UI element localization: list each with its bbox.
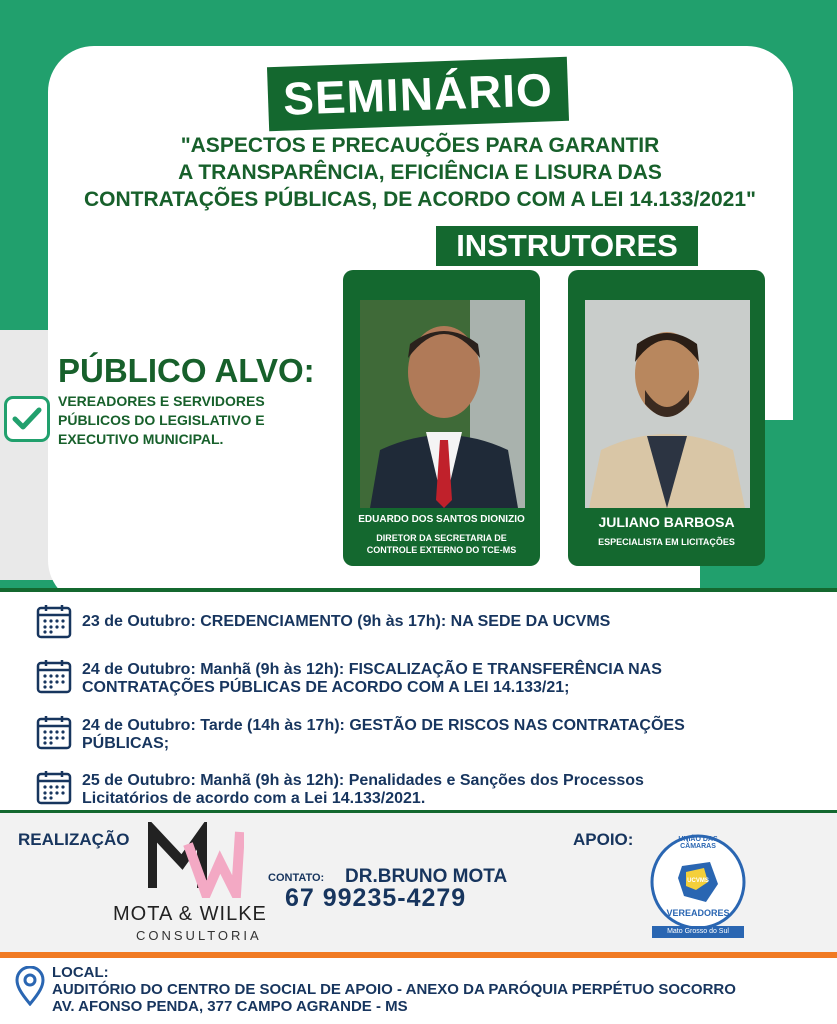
instructor-photo [585, 300, 750, 508]
audience-description [58, 392, 338, 449]
calendar-icon [36, 603, 72, 639]
location-pin-icon [14, 966, 46, 1006]
calendar-icon [36, 714, 72, 750]
schedule-text [82, 658, 772, 697]
seminar-subtitle [40, 132, 800, 213]
person-silhouette-icon [360, 300, 525, 508]
contact-phone: 67 99235-4279 [285, 884, 467, 912]
schedule-text [82, 714, 772, 753]
location-label: LOCAL: [52, 964, 109, 981]
divider [0, 588, 837, 592]
instructor-name: EDUARDO DOS SANTOS DIONIZIO [358, 514, 525, 525]
instructor-role-line: DIRETOR DA SECRETARIA DE [376, 533, 507, 543]
instructor-role [568, 536, 765, 548]
schedule-line: CONTRATAÇÕES PÚBLICAS DE ACORDO COM A LEI 14.133/21; [82, 679, 570, 696]
subtitle-line: "ASPECTOS E PRECAUÇÕES PARA GARANTIR [180, 134, 660, 157]
realizacao-label: REALIZAÇÃO [18, 830, 130, 849]
instructor-name: JULIANO BARBOSA [598, 514, 735, 530]
audience-line: PÚBLICOS DO LEGISLATIVO E [58, 412, 265, 428]
schedule-line: 24 de Outubro: Manhã (9h às 12h): FISCALIZAÇÃO E TRANSFERÊNCIA NAS [82, 661, 662, 678]
schedule-item [36, 603, 772, 639]
checkmark-icon [4, 396, 50, 442]
ucvms-logo [648, 832, 748, 940]
orange-divider [0, 952, 837, 958]
instructors-heading: INSTRUTORES [436, 226, 698, 266]
brand-subtitle: CONSULTORIA [136, 928, 262, 943]
page-title: SEMINÁRIO [282, 63, 554, 125]
schedule-line: 25 de Outubro: Manhã (9h às 12h): Penalidades e Sanções dos Processos [82, 772, 644, 789]
ucvms-band-text: Mato Grosso do Sul [652, 926, 744, 938]
schedule-text [82, 769, 772, 808]
contact-name: DR.BRUNO MOTA [345, 866, 508, 887]
instructor-card [568, 270, 765, 566]
subtitle-line: CONTRATAÇÕES PÚBLICAS, DE ACORDO COM A LEI 14.133/2021" [84, 188, 756, 211]
subtitle-line: A TRANSPARÊNCIA, EFICIÊNCIA E LISURA DAS [178, 161, 662, 184]
instructor-role-line: CONTROLE EXTERNO DO TCE-MS [366, 545, 517, 555]
instructor-card [343, 270, 540, 566]
schedule-line: Licitatórios de acordo com a Lei 14.133/2021. [82, 790, 426, 807]
audience-title: PÚBLICO ALVO: [58, 352, 315, 389]
brand-name: MOTA & WILKE [113, 903, 267, 925]
title-banner [267, 57, 569, 131]
schedule-item [36, 714, 772, 753]
person-silhouette-icon [585, 300, 750, 508]
ucvms-map-text: UCVMS [687, 878, 709, 884]
ucvms-bottom-text: VEREADORES [666, 908, 730, 918]
schedule-line: 23 de Outubro: CREDENCIAMENTO (9h às 17h): NA SEDE DA UCVMS [82, 613, 611, 630]
mota-wilke-logo-icon [148, 822, 244, 898]
schedule-line: 24 de Outubro: Tarde (14h às 17h): GESTÃO DE RISCOS NAS CONTRATAÇÕES [82, 717, 685, 734]
instructor-role-line: ESPECIALISTA EM LICITAÇÕES [598, 537, 735, 547]
instructor-role [343, 532, 540, 556]
contact-label: CONTATO: [268, 872, 325, 884]
audience-line: EXECUTIVO MUNICIPAL. [58, 431, 224, 447]
ucvms-top-text: UNIÃO DAS CÂMARAS [678, 836, 718, 850]
calendar-icon [36, 769, 72, 805]
apoio-label: APOIO: [573, 830, 634, 849]
schedule-item [36, 769, 772, 808]
audience-line: VEREADORES E SERVIDORES [58, 393, 265, 409]
instructor-photo [360, 300, 525, 508]
location-line: AUDITÓRIO DO CENTRO DE SOCIAL DE APOIO - ANEXO DA PARÓQUIA PERPÉTUO SOCORRO [52, 981, 736, 998]
location-line: AV. AFONSO PENDA, 377 CAMPO AGRANDE - MS [52, 998, 408, 1015]
calendar-icon [36, 658, 72, 694]
schedule-item [36, 658, 772, 697]
schedule-line: PÚBLICAS; [82, 735, 170, 752]
schedule-text [82, 603, 772, 631]
